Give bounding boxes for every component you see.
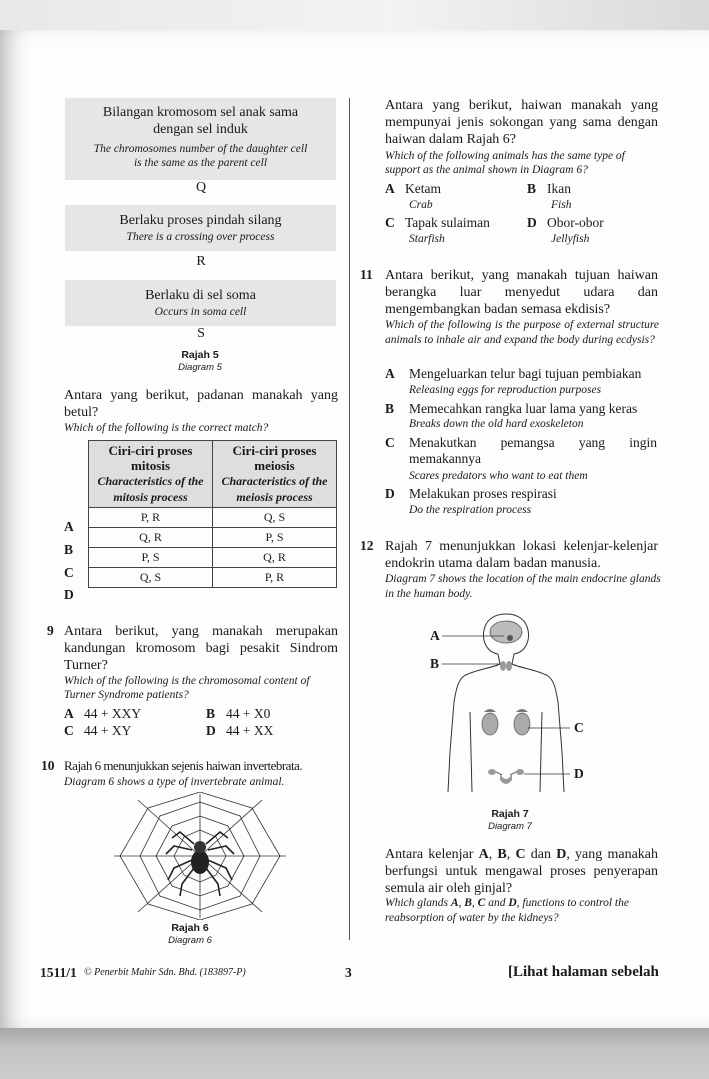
gland-ref-a: A	[450, 897, 459, 909]
gland-ref-d: D	[556, 847, 567, 862]
option-letter: C	[385, 435, 395, 450]
table-row	[89, 508, 337, 528]
table-row	[89, 528, 337, 548]
label-s: S	[197, 326, 205, 341]
q9-option-c[interactable]	[64, 723, 131, 739]
cell-mitosis: Q, R	[89, 528, 213, 548]
q9-question-ms: Antara berikut, yang manakah merupakan kandungan kromosom bagi pesakit Sindrom Turner?	[64, 624, 338, 673]
table-row	[89, 548, 337, 568]
cell-meiosis: P, S	[213, 528, 337, 548]
q10-option-d-en: Jellyfish	[551, 233, 590, 245]
footer-page-number: 3	[345, 965, 352, 980]
q10-number: 10	[41, 758, 55, 773]
table-header-meiosis	[213, 441, 337, 508]
q8-opt-b[interactable]: B	[64, 542, 74, 557]
q12-text: ,	[488, 847, 498, 862]
diagram5-caption: Rajah 5	[181, 349, 219, 361]
q11-question-ms: Antara berikut, yang manakah tujuan haiwan berangka luar menyedut udara dan mengembangkan badan semasa ekdisis?	[385, 268, 658, 317]
gland-label-d: D	[574, 766, 584, 781]
q8-match-table	[88, 440, 337, 588]
option-letter: A	[64, 706, 74, 721]
gland-ref-c: C	[515, 847, 526, 862]
q11-question-en: Which of the following is the purpose of external structure animals to inhale air and expand the body during ecdysis?	[385, 319, 659, 346]
gland-label-a: A	[430, 628, 440, 643]
q10-option-a-en: Crab	[409, 199, 433, 211]
human-endocrine-diagram	[420, 612, 600, 798]
option-letter: B	[385, 401, 395, 416]
header-meiosis-en: Characteristics of the meiosis process	[221, 474, 328, 504]
q12-number: 12	[360, 538, 374, 553]
q10-option-a[interactable]	[385, 181, 441, 197]
q11-option-a[interactable]	[385, 366, 659, 382]
gland-label-c: C	[574, 720, 584, 735]
option-letter: B	[206, 706, 216, 721]
gland-label-b: B	[430, 656, 440, 671]
option-text: 44 + X0	[226, 706, 271, 721]
gland-ref-c: C	[477, 897, 486, 909]
gland-ref-a: A	[478, 847, 489, 862]
diagram6-caption: Rajah 6	[171, 922, 209, 934]
statement-p-box	[65, 98, 336, 180]
header-mitosis-en: Characteristics of the mitosis process	[97, 474, 204, 504]
gland-ref-b: B	[464, 897, 472, 909]
brain-icon	[490, 621, 522, 643]
option-text: Obor-obor	[547, 215, 604, 230]
option-letter: B	[527, 181, 537, 196]
table-header-mitosis	[89, 441, 213, 508]
gland-ref-b: B	[497, 847, 507, 862]
q11-option-b[interactable]	[385, 401, 659, 417]
footer-code: 1511/1	[40, 965, 77, 980]
q9-option-a[interactable]	[64, 706, 141, 722]
page-bottom-shadow	[0, 1028, 709, 1079]
statement-q-en: There is a crossing over process	[126, 231, 275, 243]
diagram7-caption: Rajah 7	[491, 808, 529, 820]
q10-option-b-en: Fish	[551, 199, 572, 211]
q12-cont-ms	[385, 846, 658, 897]
q11-option-d[interactable]	[385, 486, 659, 502]
option-letter: C	[64, 723, 74, 738]
footer-copyright: © Penerbit Mahir Sdn. Bhd. (183897-P)	[84, 967, 246, 978]
option-letter: D	[385, 486, 395, 501]
cell-meiosis: Q, R	[213, 548, 337, 568]
spider-web-illustration	[110, 792, 290, 920]
q10-option-c[interactable]	[385, 215, 490, 231]
gland-ref-d: D	[508, 897, 517, 909]
q12-text: dan	[525, 847, 557, 862]
option-text: 44 + XY	[84, 723, 132, 738]
column-divider	[349, 98, 350, 940]
q12-text: ,	[458, 897, 465, 909]
label-q: Q	[195, 180, 207, 195]
thyroid-icon	[500, 661, 512, 671]
q11-option-d-en: Do the respiration process	[409, 504, 532, 516]
q10-cont-ms: Antara yang berikut, haiwan manakah yang mempunyai jenis sokongan yang sama dengan haiwan dalam Rajah 6?	[385, 98, 658, 147]
cell-mitosis: P, S	[89, 548, 213, 568]
label-r: R	[196, 254, 206, 269]
q11-option-a-en: Releasing eggs for reproduction purposes	[409, 384, 602, 396]
option-text: Ikan	[547, 181, 571, 196]
q9-option-b[interactable]	[206, 706, 270, 722]
footer-next-page[interactable]: [Lihat halaman sebelah	[508, 964, 659, 980]
option-letter: A	[385, 181, 395, 196]
q12-text: , yang manakah berfungsi untuk mengawal proses penyerapan semula air oleh ginjal?	[385, 847, 658, 896]
cell-meiosis: P, R	[213, 568, 337, 588]
table-row	[89, 568, 337, 588]
q8-question-en: Which of the following is the correct match?	[64, 422, 269, 434]
q9-option-d[interactable]	[206, 723, 273, 739]
q12-text: ,	[506, 847, 516, 862]
q12-cont-en	[385, 896, 661, 926]
statement-r-ms: Berlaku di sel soma	[145, 288, 256, 303]
q10-option-b[interactable]	[527, 181, 571, 197]
option-text: 44 + XX	[226, 723, 274, 738]
q11-option-b-en: Breaks down the old hard exoskeleton	[409, 418, 584, 430]
option-text: Melakukan proses respirasi	[409, 486, 557, 501]
q12-question-en: Diagram 7 shows the location of the main endocrine glands in the human body.	[385, 573, 661, 600]
q9-question-en: Which of the following is the chromosomal content of Turner Syndrome patients?	[64, 675, 310, 701]
diagram7-caption-en: Diagram 7	[488, 821, 532, 832]
option-letter: D	[527, 215, 537, 230]
option-text: Tapak sulaiman	[405, 215, 490, 230]
q12-question-ms: Rajah 7 menunjukkan lokasi kelenjar-kelenjar endokrin utama dalam badan manusia.	[385, 539, 658, 571]
q12-text: Which glands	[385, 897, 451, 909]
q8-opt-d[interactable]: D	[64, 587, 74, 602]
q12-text: Antara kelenjar	[385, 847, 479, 862]
header-meiosis-ms: Ciri-ciri proses meiosis	[232, 443, 317, 473]
diagram6-caption-en: Diagram 6	[168, 935, 212, 946]
ovary-icon	[488, 769, 524, 784]
q10-option-c-en: Starfish	[409, 233, 445, 245]
diagram5-caption-en: Diagram 5	[178, 362, 222, 373]
cell-mitosis: Q, S	[89, 568, 213, 588]
q11-number: 11	[360, 267, 373, 282]
q12-text: and	[485, 897, 509, 909]
option-text: 44 + XXY	[84, 706, 142, 721]
q11-option-c-en: Scares predators who want to eat them	[409, 470, 588, 482]
statement-r-en: Occurs in soma cell	[154, 306, 247, 318]
q12-text: , functions to control the reabsorption of water by the kidneys?	[385, 897, 629, 924]
q9-number: 9	[47, 623, 54, 638]
q11-option-c[interactable]	[385, 435, 659, 467]
option-letter: C	[385, 215, 395, 230]
q12-text: ,	[471, 897, 478, 909]
q10-cont-en: Which of the following animals has the same type of support as the animal shown in Diagram 6?	[385, 150, 625, 176]
q10-option-d[interactable]	[527, 215, 604, 231]
q8-opt-c[interactable]: C	[64, 565, 74, 580]
statement-q-ms: Berlaku proses pindah silang	[119, 213, 282, 228]
option-text: Ketam	[405, 181, 441, 196]
option-text: Menakutkan pemangsa yang ingin memakannya	[409, 435, 657, 466]
option-letter: A	[385, 366, 395, 381]
statement-r-box	[65, 280, 336, 326]
option-text: Memecahkan rangka luar lama yang keras	[409, 401, 638, 416]
q8-question-ms: Antara yang berikut, padanan manakah yang betul?	[64, 388, 338, 420]
option-letter: D	[206, 723, 216, 738]
q10-question-ms: Rajah 6 menunjukkan sejenis haiwan invertebrata.	[64, 758, 303, 773]
statement-q-box	[65, 205, 336, 251]
option-text: Mengeluarkan telur bagi tujuan pembiakan	[409, 366, 642, 381]
statement-p-ms: Bilangan kromosom sel anak sama dengan sel induk	[102, 105, 299, 137]
kidney-icon	[482, 709, 530, 735]
statement-p-en: The chromosomes number of the daughter cell is the same as the parent cell	[93, 143, 308, 169]
page-top-shadow	[0, 0, 709, 30]
header-mitosis-ms: Ciri-ciri proses mitosis	[108, 443, 193, 473]
cell-mitosis: P, R	[89, 508, 213, 528]
q10-question-en: Diagram 6 shows a type of invertebrate animal.	[64, 776, 285, 788]
q8-opt-a[interactable]: A	[64, 519, 74, 534]
cell-meiosis: Q, S	[213, 508, 337, 528]
